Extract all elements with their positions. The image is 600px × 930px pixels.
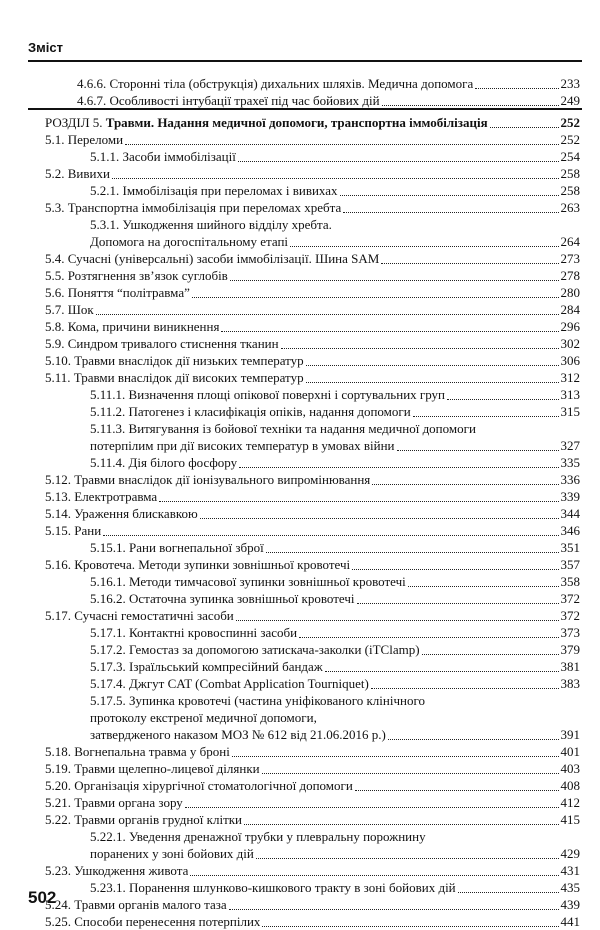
toc-entry-title-cont: затвердженого наказом МОЗ № 612 від 21.06.2016 р.) <box>90 727 386 742</box>
leader-dots <box>256 857 559 859</box>
toc-entry-page: 372 <box>560 608 580 623</box>
toc-entry-title: 5.6. Поняття “політравма” <box>45 285 190 300</box>
leader-dots <box>125 143 558 145</box>
toc-entry-page: 252 <box>560 115 580 130</box>
leader-dots <box>96 313 559 315</box>
toc-entry[interactable] <box>90 234 580 250</box>
toc-entry-title: 5.24. Травми органів малого таза <box>45 897 227 912</box>
toc-entry-title: 5.17.4. Джгут CAT (Combat Application Tourniquet) <box>90 676 369 691</box>
leader-dots <box>381 262 558 264</box>
toc-entry-page: 252 <box>560 132 580 147</box>
toc-entry-page: 335 <box>560 455 580 470</box>
toc-entry-title: 5.14. Ураження блискавкою <box>45 506 198 521</box>
toc-entry-page: 357 <box>560 557 580 572</box>
leader-dots <box>408 585 559 587</box>
toc-entry-page: 263 <box>560 200 580 215</box>
toc-entry-title-cont: поранених у зоні бойових дій <box>90 846 254 861</box>
toc-entry-page: 408 <box>560 778 580 793</box>
toc-entry[interactable] <box>90 183 580 199</box>
toc-entry[interactable] <box>90 659 580 675</box>
toc-entry-page: 306 <box>560 353 580 368</box>
toc-entry[interactable] <box>45 285 580 301</box>
leader-dots <box>422 653 559 655</box>
toc-entry-title: 5.7. Шок <box>45 302 94 317</box>
toc-entry[interactable] <box>45 132 580 148</box>
toc-entry[interactable] <box>45 812 580 828</box>
toc-entry-title: 5.1.1. Засоби іммобілізації <box>90 149 236 164</box>
leader-dots <box>236 619 559 621</box>
leader-dots <box>357 602 559 604</box>
leader-dots <box>262 772 559 774</box>
toc-entry-page: 435 <box>560 880 580 895</box>
toc-entry-title: 5.3. Транспортна іммобілізація при переломах хребта <box>45 200 342 215</box>
toc-entry[interactable] <box>77 93 580 109</box>
toc-entry-title: 5.11. Травми внаслідок дії високих температур <box>45 370 304 385</box>
toc-entry[interactable] <box>77 76 580 92</box>
leader-dots <box>413 415 559 417</box>
toc-entry-page: 273 <box>560 251 580 266</box>
toc-entry-page: 302 <box>560 336 580 351</box>
toc-entry[interactable] <box>90 149 580 165</box>
toc-entry[interactable] <box>90 387 580 403</box>
toc-entry-page: 358 <box>560 574 580 589</box>
toc-entry-title: 5.21. Травми органа зору <box>45 795 183 810</box>
toc-entry[interactable] <box>45 557 580 573</box>
toc-entry-title: 5.22. Травми органів грудної клітки <box>45 812 243 827</box>
toc-entry-title: 5.8. Кома, причини виникнення <box>45 319 220 334</box>
toc-entry[interactable] <box>90 676 580 692</box>
toc-entry[interactable] <box>90 591 580 607</box>
toc-entry-page: 351 <box>560 540 580 555</box>
toc-entry[interactable] <box>45 251 580 267</box>
leader-dots <box>343 211 558 213</box>
toc-entry[interactable] <box>45 166 580 182</box>
toc-entry-page: 327 <box>560 438 580 453</box>
toc-entry-page: 403 <box>560 761 580 776</box>
toc-entry[interactable] <box>90 540 580 556</box>
toc-entry-page: 336 <box>560 472 580 487</box>
toc-entry-title: 5.19. Травми щелепно-лицевої ділянки <box>45 761 260 776</box>
toc-entry-page: 296 <box>560 319 580 334</box>
leader-dots <box>221 330 558 332</box>
toc-entry-page: 415 <box>560 812 580 827</box>
toc-entry-title: 5.5. Розтягнення зв’язок суглобів <box>45 268 228 283</box>
leader-dots <box>371 687 559 689</box>
leader-dots <box>159 500 558 502</box>
leader-dots <box>306 381 559 383</box>
toc-entry-title: 5.16.2. Остаточна зупинка зовнішньої кровотечі <box>90 591 355 606</box>
toc-entry[interactable] <box>45 523 580 539</box>
toc-entry-page: 344 <box>560 506 580 521</box>
toc-entry-line[interactable] <box>90 829 580 845</box>
header-rule <box>28 60 582 62</box>
toc-entry-title: 5.16. Кровотеча. Методи зупинки зовнішньої кровотечі <box>45 557 351 572</box>
leader-dots <box>238 160 559 162</box>
page-number: 502 <box>28 888 57 907</box>
toc-entry-title: 5.18. Вогнепальна травма у броні <box>45 744 230 759</box>
leader-dots <box>382 104 559 106</box>
leader-dots <box>490 126 559 128</box>
toc-entry-page: 346 <box>560 523 580 538</box>
leader-dots <box>340 194 559 196</box>
toc-entry-title: 5.1. Переломи <box>45 132 124 147</box>
leader-dots <box>397 449 559 451</box>
toc-entry-page: 429 <box>560 846 580 861</box>
toc-entry[interactable] <box>45 744 580 760</box>
toc-entry-title: 5.13. Електротравма <box>45 489 158 504</box>
toc-entry-title: 5.2.1. Іммобілізація при переломах і вивихах <box>90 183 338 198</box>
toc-entry-title: 5.17.5. Зупинка кровотечі (частина уніфікованого клінічного <box>90 693 425 708</box>
toc-entry[interactable] <box>45 319 580 335</box>
toc-entry[interactable] <box>90 880 580 896</box>
toc-entry-title: 4.6.6. Сторонні тіла (обструкція) дихальних шляхів. Медична допомога <box>77 76 474 91</box>
toc-entry-page: 383 <box>560 676 580 691</box>
toc-entry-title: 5.17.3. Ізраїльський компресійний бандаж <box>90 659 323 674</box>
leader-dots <box>185 806 559 808</box>
toc-entry-page: 373 <box>560 625 580 640</box>
toc-entry-page: 379 <box>560 642 580 657</box>
toc-entry[interactable] <box>45 370 580 386</box>
toc-entry-line[interactable] <box>90 693 580 709</box>
leader-dots <box>352 568 558 570</box>
toc-entry-title: 5.12. Травми внаслідок дії іонізувального випромінювання <box>45 472 371 487</box>
toc-entry-title: 5.15.1. Рани вогнепальної зброї <box>90 540 264 555</box>
toc-entry-title: 5.25. Способи перенесення потерпілих <box>45 914 261 929</box>
leader-dots <box>244 823 558 825</box>
toc-entry-title: 5.4. Сучасні (універсальні) засоби іммобілізації. Шина SAM <box>45 251 380 266</box>
toc-entry-page: 339 <box>560 489 580 504</box>
toc-entry-title-cont: протоколу екстреної медичної допомоги, <box>90 710 317 725</box>
toc-entry-page: 401 <box>560 744 580 759</box>
toc-entry-page: 249 <box>560 93 580 108</box>
leader-dots <box>458 891 559 893</box>
toc-entry[interactable] <box>45 778 580 794</box>
toc-entry-page: 258 <box>560 166 580 181</box>
toc-entry[interactable] <box>45 268 580 284</box>
toc-entry[interactable] <box>45 863 580 879</box>
running-header: Зміст <box>28 40 63 55</box>
chapter-title: Травми. Надання медичної допомоги, транспортна іммобілізація <box>105 115 488 130</box>
toc-entry[interactable] <box>45 506 580 522</box>
toc-entry-title: 5.9. Синдром тривалого стиснення тканин <box>45 336 279 351</box>
toc-entry-title: 5.23. Ушкодження живота <box>45 863 189 878</box>
toc-entry-title-cont: Допомога на догоспітальному етапі <box>90 234 289 249</box>
toc-entry[interactable] <box>90 455 580 471</box>
toc-entry-page: 441 <box>560 914 580 929</box>
toc-entry-title: 5.20. Організація хірургічної стоматологічної допомоги <box>45 778 353 793</box>
toc-chapter-entry[interactable] <box>45 115 580 131</box>
toc-entry-title: 5.11.4. Дія білого фосфору <box>90 455 238 470</box>
toc-entry[interactable] <box>45 336 580 352</box>
toc-entry-title: 5.3.1. Ушкодження шийного відділу хребта. <box>90 217 332 232</box>
toc-entry-page: 372 <box>560 591 580 606</box>
toc-entry-title: 5.17. Сучасні гемостатичні засоби <box>45 608 234 623</box>
toc-entry-page: 315 <box>560 404 580 419</box>
leader-dots <box>229 908 559 910</box>
toc-entry[interactable] <box>90 727 580 743</box>
leader-dots <box>190 874 558 876</box>
toc-entry-page: 284 <box>560 302 580 317</box>
toc-entry-title: 5.11.2. Патогенез і класифікація опіків, надання допомоги <box>90 404 411 419</box>
leader-dots <box>266 551 559 553</box>
toc-entry[interactable] <box>90 404 580 420</box>
toc-entry-page: 439 <box>560 897 580 912</box>
chapter-prefix: РОЗДІЛ 5. <box>45 115 106 130</box>
toc-entry-page: 233 <box>560 76 580 91</box>
toc-entry[interactable] <box>90 642 580 658</box>
toc-entry[interactable] <box>45 897 580 913</box>
leader-dots <box>230 279 559 281</box>
leader-dots <box>232 755 559 757</box>
toc-entry-page: 431 <box>560 863 580 878</box>
toc-entry-title: 5.23.1. Поранення шлунково-кишкового тракту в зоні бойових дій <box>90 880 456 895</box>
leader-dots <box>355 789 559 791</box>
leader-dots <box>372 483 558 485</box>
leader-dots <box>299 636 558 638</box>
toc-entry[interactable] <box>45 472 580 488</box>
toc-entry-page: 412 <box>560 795 580 810</box>
toc-entry[interactable] <box>45 795 580 811</box>
toc-entry-title: 4.6.7. Особливості інтубації трахеї під час бойових дій <box>77 93 380 108</box>
toc-entry[interactable] <box>90 438 580 454</box>
toc-entry[interactable] <box>45 200 580 216</box>
toc-entry-title: 5.10. Травми внаслідок дії низьких температур <box>45 353 304 368</box>
toc-entry-page: 391 <box>560 727 580 742</box>
toc-entry[interactable] <box>45 302 580 318</box>
toc-entry[interactable] <box>90 574 580 590</box>
toc-entry-line[interactable] <box>90 421 580 437</box>
toc-entry-page: 278 <box>560 268 580 283</box>
leader-dots <box>281 347 559 349</box>
toc-entry-line[interactable] <box>90 217 580 233</box>
leader-dots <box>112 177 559 179</box>
toc-chapter-title <box>45 115 488 131</box>
leader-dots <box>192 296 559 298</box>
leader-dots <box>447 398 558 400</box>
toc-entry[interactable] <box>45 761 580 777</box>
toc-entry-page: 280 <box>560 285 580 300</box>
toc-entry-page: 313 <box>560 387 580 402</box>
toc-entry[interactable] <box>45 489 580 505</box>
toc-entry-page: 312 <box>560 370 580 385</box>
toc-entry-title: 5.17.1. Контактні кровоспинні засоби <box>90 625 298 640</box>
toc-entry-title-cont: потерпілим при дії високих температур в умовах війни <box>90 438 395 453</box>
toc-entry-title: 5.17.2. Гемостаз за допомогою затискача-заколки (iTClamp) <box>90 642 420 657</box>
toc-entry[interactable] <box>45 353 580 369</box>
leader-dots <box>290 245 558 247</box>
toc-entry-title: 5.11.3. Витягування із бойової техніки та надання медичної допомоги <box>90 421 476 436</box>
toc-entry-title: 5.2. Вивихи <box>45 166 110 181</box>
leader-dots <box>103 534 558 536</box>
leader-dots <box>200 517 559 519</box>
toc-entry[interactable] <box>90 846 580 862</box>
leader-dots <box>388 738 559 740</box>
toc-entry-page: 254 <box>560 149 580 164</box>
toc-entry-page: 264 <box>560 234 580 249</box>
toc-entry-title: 5.16.1. Методи тимчасової зупинки зовнішньої кровотечі <box>90 574 406 589</box>
toc-entry[interactable] <box>90 625 580 641</box>
toc-entry-title: 5.22.1. Уведення дренажної трубки у плевральну порожнину <box>90 829 426 844</box>
leader-dots <box>325 670 559 672</box>
leader-dots <box>475 87 558 89</box>
toc-entry-title: 5.11.1. Визначення площі опікової поверхні і сортувальних груп <box>90 387 446 402</box>
toc-entry[interactable] <box>45 914 580 930</box>
toc-entry-page: 381 <box>560 659 580 674</box>
toc-entry-line[interactable] <box>90 710 580 726</box>
leader-dots <box>239 466 558 468</box>
toc-entry-title: 5.15. Рани <box>45 523 102 538</box>
leader-dots <box>306 364 559 366</box>
toc-entry-page: 258 <box>560 183 580 198</box>
toc-entry[interactable] <box>45 608 580 624</box>
